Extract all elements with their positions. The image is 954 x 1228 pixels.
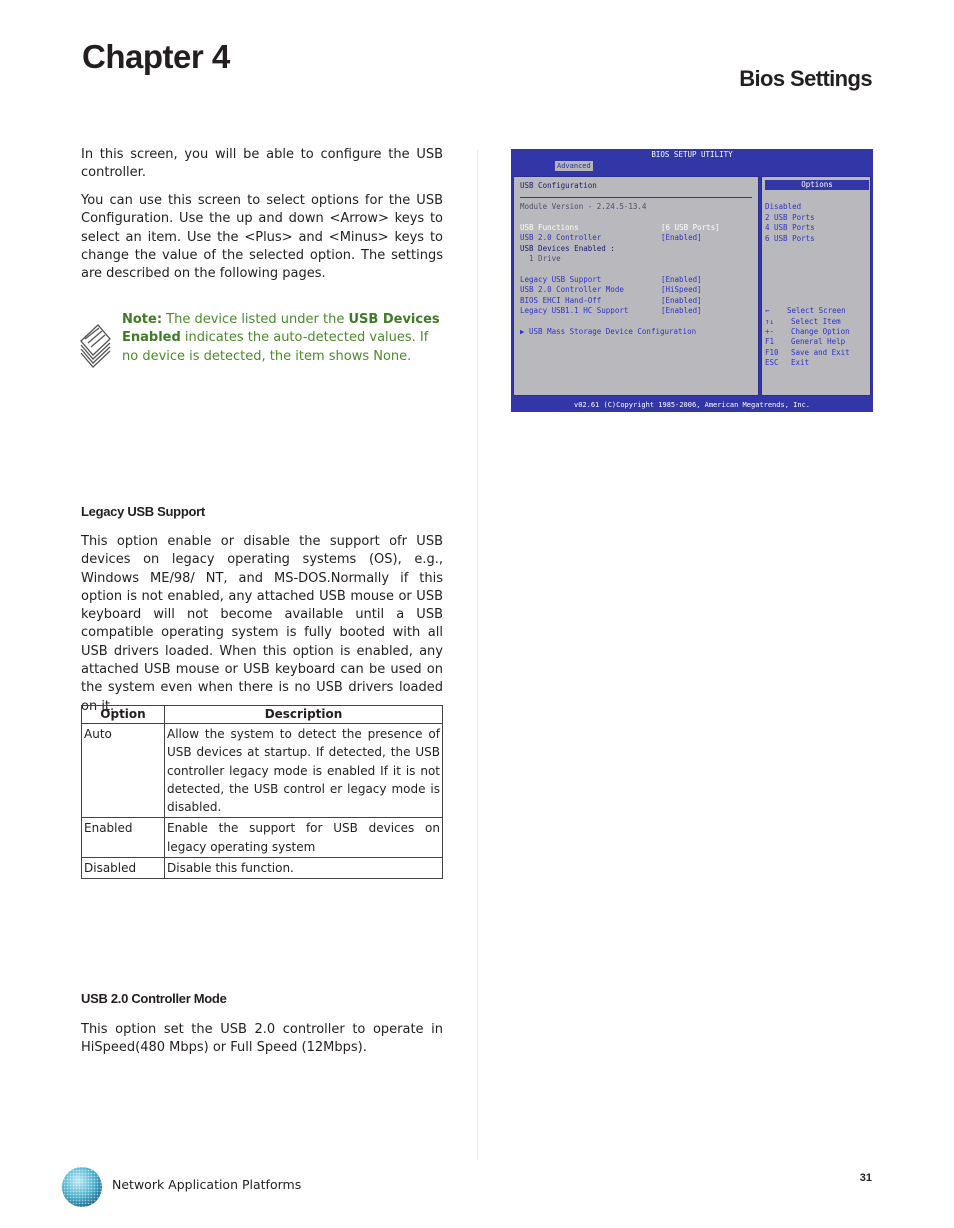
bios-value-usb20-mode[interactable]: [HiSpeed] [661,285,702,294]
table-cell-description: Allow the system to detect the presence of USB devices at startup. If detected, the USB controller legacy mode is enabled If it is not detected, the USB control er legacy mode is disabled. [165,724,443,818]
table-header-row [82,706,443,724]
legacy-usb-body: This option enable or disable the support ofr USB devices on legacy operating systems (OS), e.g., Windows ME/98/ NT, and MS-DOS.Normally if this option is not enabled, any attached USB mouse or USB keyboard will not become available until a USB compatible operating system is fully booted with all USB drivers loaded. When this option is enabled, any attached USB mouse or USB keyboard can be used on the system even when there is no USB drivers loaded on it. [81,534,443,714]
note-text-part1: The device listed under the [162,312,349,327]
usb20-mode-heading: USB 2.0 Controller Mode [81,991,227,1006]
bios-help-panel [761,176,871,396]
bios-value-legacy-usb[interactable]: [Enabled] [661,275,702,284]
bios-separator [520,197,752,198]
bios-item-drive-count: 1 Drive [520,254,561,263]
bios-key-desc: General Help [791,337,846,346]
notepad-icon [78,319,112,369]
bios-option-2-ports: 2 USB Ports [765,213,815,222]
intro-paragraph-2: You can use this screen to select options for the USB Configuration. Use the up and down <Arrow> keys to select an item. Use the <Plus> and <Minus> keys to change the value of the selected option. The settings are described on the following pages. [81,193,443,282]
bios-module-version: Module Version - 2.24.5-13.4 [520,202,647,211]
bios-key-save-exit: F10 [765,348,779,357]
bios-main-panel [513,176,759,396]
bios-item-legacy-usb[interactable]: Legacy USB Support [520,275,602,284]
bios-key-desc: Save and Exit [791,348,850,357]
table-row [82,724,443,818]
column-divider [477,150,478,1160]
options-table [81,705,443,879]
note-text-part2: indicates the auto-detected values. If no device is detected, the item shows None. [122,330,429,364]
bios-item-ehci-handoff[interactable]: BIOS EHCI Hand-Off [520,296,602,305]
bios-tab-advanced[interactable]: Advanced [557,162,591,170]
bios-value-usb-functions[interactable]: [6 USB Ports] [661,223,720,232]
bios-tab-bar [511,161,873,171]
bios-key-desc: Exit [791,358,810,367]
table-header-option: Option [82,706,165,724]
company-logo-icon [60,1163,105,1208]
bios-copyright: v02.61 (C)Copyright 1985-2006, American Megatrends, Inc. [511,399,873,412]
chapter-title: Chapter 4 [82,38,230,75]
bios-item-mass-storage[interactable]: ▶ USB Mass Storage Device Configuration [520,327,697,336]
page-number: 31 [859,1172,872,1184]
bios-item-usb20-controller[interactable]: USB 2.0 Controller [520,233,602,242]
bios-value-usb20-controller[interactable]: [Enabled] [661,233,702,242]
bios-options-title: Options [765,180,869,190]
bios-key-desc: Select Screen [787,306,846,315]
legacy-usb-heading: Legacy USB Support [81,504,205,519]
bios-item-usb20-mode[interactable]: USB 2.0 Controller Mode [520,285,624,294]
table-cell-description: Disable this function. [165,858,443,879]
bios-title: BIOS SETUP UTILITY [511,149,873,161]
table-row [82,818,443,858]
note-label: Note: [122,312,163,327]
bios-screen-title: USB Configuration [520,181,597,190]
section-title: Bios Settings [739,66,872,91]
bios-option-disabled: Disabled [765,202,802,211]
bios-item-usb-functions[interactable]: USB Functions [520,223,579,232]
bios-key-select-screen: ← [765,306,770,315]
bios-key-desc: Select Item [791,317,841,326]
table-row [82,858,443,879]
table-cell-description: Enable the support for USB devices on legacy operating system [165,818,443,858]
footer-company: Network Application Platforms [112,1177,302,1192]
table-cell-option: Enabled [82,818,165,858]
bios-option-4-ports: 4 USB Ports [765,223,815,232]
bios-value-legacy-usb11[interactable]: [Enabled] [661,306,702,315]
note-text [122,311,442,366]
bios-key-exit: ESC [765,358,779,367]
usb20-mode-body: This option set the USB 2.0 controller to operate in HiSpeed(480 Mbps) or Full Speed (12Mbps). [81,1022,443,1056]
bios-item-legacy-usb11[interactable]: Legacy USB1.1 HC Support [520,306,629,315]
note-bold-term: USB Devices Enabled [122,312,440,346]
bios-item-usb-devices-enabled: USB Devices Enabled : [520,244,615,253]
intro-paragraph-1: In this screen, you will be able to configure the USB controller. [81,147,443,181]
table-cell-option: Auto [82,724,165,818]
bios-value-ehci-handoff[interactable]: [Enabled] [661,296,702,305]
table-cell-option: Disabled [82,858,165,879]
bios-key-general-help: F1 [765,337,775,346]
bios-key-desc: Change Option [791,327,850,336]
bios-screenshot [511,149,873,412]
bios-option-6-ports: 6 USB Ports [765,234,815,243]
bios-key-change-option: +- [765,327,775,336]
table-header-description: Description [165,706,443,724]
bios-key-select-item: ↑↓ [765,317,775,326]
